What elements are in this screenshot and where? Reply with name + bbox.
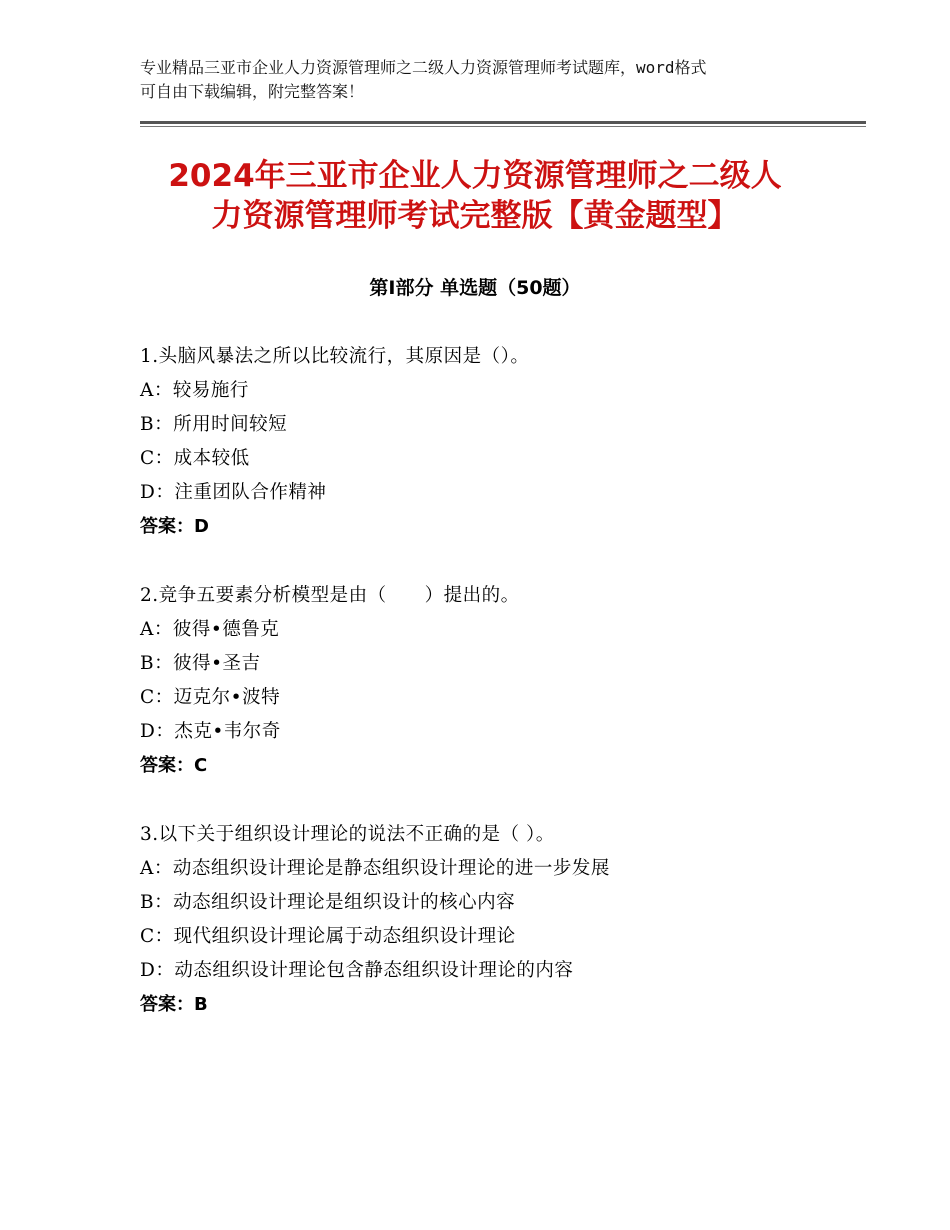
option-a: A：彼得•德鲁克 <box>140 619 280 640</box>
answer: 答案：B <box>140 994 208 1015</box>
option-a: A：较易施行 <box>140 380 249 401</box>
option-b: B：彼得•圣吉 <box>140 653 261 674</box>
answer: 答案：C <box>140 755 208 776</box>
option-c: C：成本较低 <box>140 448 250 469</box>
document-title-line-2: 力资源管理师考试完整版【黄金题型】 <box>211 198 739 234</box>
document-title <box>100 156 850 236</box>
option-d: D：注重团队合作精神 <box>140 482 327 503</box>
header-note <box>140 56 820 104</box>
header-divider-thin <box>140 126 866 127</box>
question-3 <box>140 818 860 1022</box>
question-stem: 1.头脑风暴法之所以比较流行，其原因是（）。 <box>140 346 530 367</box>
question-1 <box>140 340 860 544</box>
document-title-line-1: 2024年三亚市企业人力资源管理师之二级人 <box>168 158 782 194</box>
header-divider-thick <box>140 121 866 124</box>
header-note-line-1: 专业精品三亚市企业人力资源管理师之二级人力资源管理师考试题库，word格式 <box>140 58 707 77</box>
option-b: B：所用时间较短 <box>140 414 288 435</box>
option-a: A：动态组织设计理论是静态组织设计理论的进一步发展 <box>140 858 610 879</box>
answer: 答案：D <box>140 516 209 537</box>
option-c: C：现代组织设计理论属于动态组织设计理论 <box>140 926 516 947</box>
question-2 <box>140 579 860 783</box>
option-d: D：杰克•韦尔奇 <box>140 721 281 742</box>
option-b: B：动态组织设计理论是组织设计的核心内容 <box>140 892 516 913</box>
header-note-line-2: 可自由下载编辑，附完整答案！ <box>140 82 365 101</box>
question-stem: 3.以下关于组织设计理论的说法不正确的是（ ）。 <box>140 824 555 845</box>
option-c: C：迈克尔•波特 <box>140 687 281 708</box>
option-d: D：动态组织设计理论包含静态组织设计理论的内容 <box>140 960 574 981</box>
section-heading: 第Ⅰ部分 单选题（50题） <box>369 277 581 299</box>
question-stem: 2.竞争五要素分析模型是由（ ）提出的。 <box>140 585 520 606</box>
